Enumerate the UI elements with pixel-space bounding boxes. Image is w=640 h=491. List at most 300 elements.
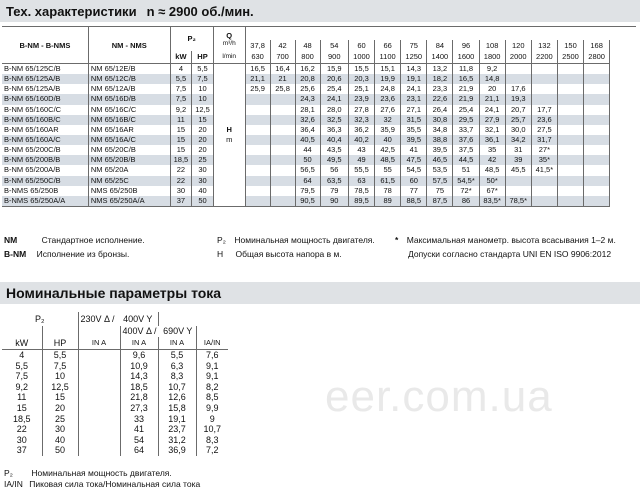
head-value xyxy=(557,94,583,104)
note-nm xyxy=(4,235,145,245)
cur-col-p2: P₂ xyxy=(2,312,78,326)
current-row xyxy=(2,445,228,456)
cur-note-ratio-key: IA/IN xyxy=(4,479,23,489)
head-value xyxy=(505,186,531,196)
head-value: 53,5 xyxy=(427,165,453,175)
specs-title: Тех. характеристики xyxy=(6,3,137,19)
cur-kw: 5,5 xyxy=(2,361,42,372)
head-value xyxy=(557,125,583,135)
head-value: 44 xyxy=(295,145,320,155)
head-value: 54,5* xyxy=(453,176,479,186)
head-value: 40,5 xyxy=(295,135,320,145)
head-value: 36,4 xyxy=(295,125,320,135)
flow-m3h-7: 84 xyxy=(427,40,453,51)
head-value: 54,5 xyxy=(401,165,427,175)
head-value xyxy=(245,94,270,104)
cur-in-400: 23,7 xyxy=(158,424,196,435)
head-value: 19,9 xyxy=(375,74,401,84)
head-value xyxy=(245,135,270,145)
note-star xyxy=(395,235,616,245)
head-value: 39,5 xyxy=(427,145,453,155)
head-value xyxy=(584,105,610,115)
head-value: 55,5 xyxy=(348,165,374,175)
head-value xyxy=(557,155,583,165)
cur-in-400: 6,3 xyxy=(158,361,196,372)
specs-row xyxy=(2,64,636,75)
head-value xyxy=(245,176,270,186)
power-kw: 22 xyxy=(170,165,192,175)
head-value xyxy=(245,196,270,207)
note-star-key: * xyxy=(395,235,399,245)
model-bnm: B-NMS 65/250B xyxy=(2,186,88,196)
cur-hp: 10 xyxy=(42,371,78,382)
power-kw: 18,5 xyxy=(170,155,192,165)
note-star-text: Максимальная манометр. высота всасывания 1–2 м. xyxy=(406,235,616,245)
head-value: 19,3 xyxy=(505,94,531,104)
cur-hp: 30 xyxy=(42,424,78,435)
head-value: 39,5 xyxy=(401,135,427,145)
cur-in-400: 15,8 xyxy=(158,403,196,414)
head-value: 21,1 xyxy=(245,74,270,84)
head-value: 32,6 xyxy=(295,115,320,125)
flow-m3h-9: 108 xyxy=(479,40,505,51)
model-nm: NM 65/16B/C xyxy=(88,115,170,125)
head-value: 79,5 xyxy=(295,186,320,196)
head-value xyxy=(531,196,557,207)
cur-kw: 37 xyxy=(2,445,42,456)
note-nm-text: Стандартное исполнение. xyxy=(41,235,145,245)
cur-kw: 15 xyxy=(2,403,42,414)
cur-kw: 9,2 xyxy=(2,382,42,393)
note-p2-key: P₂ xyxy=(217,235,226,245)
power-hp: 30 xyxy=(192,165,214,175)
current-row xyxy=(2,424,228,435)
model-bnm: B-NM 65/200B/B xyxy=(2,155,88,165)
head-value xyxy=(584,176,610,186)
cur-in-230: 9,6 xyxy=(120,350,158,361)
head-value: 77 xyxy=(401,186,427,196)
head-value: 35* xyxy=(531,155,557,165)
specs-row xyxy=(2,155,636,165)
head-value xyxy=(584,196,610,207)
head-value xyxy=(584,186,610,196)
head-value: 61,5 xyxy=(375,176,401,186)
head-value: 39 xyxy=(505,155,531,165)
cur-in-400: 36,9 xyxy=(158,445,196,456)
cur-in-230: 27,3 xyxy=(120,403,158,414)
head-value: 42,5 xyxy=(375,145,401,155)
head-value xyxy=(557,165,583,175)
head-value xyxy=(557,84,583,94)
power-kw: 22 xyxy=(170,176,192,186)
head-value: 35,5 xyxy=(401,125,427,135)
head-value: 25,4 xyxy=(320,84,348,94)
head-value: 16,2 xyxy=(295,64,320,75)
head-value xyxy=(584,94,610,104)
head-value xyxy=(270,125,295,135)
specs-table xyxy=(2,26,636,207)
cur-hp: 50 xyxy=(42,445,78,456)
head-value: 20,8 xyxy=(295,74,320,84)
specs-row xyxy=(2,165,636,175)
head-value: 31,5 xyxy=(401,115,427,125)
head-value: 24,1 xyxy=(320,94,348,104)
flow-lmin-13: 2800 xyxy=(584,51,610,64)
cur-col-v690y: 690V Y xyxy=(163,326,193,337)
cur-col-kw: kW xyxy=(2,337,42,350)
head-value xyxy=(270,145,295,155)
power-hp: 50 xyxy=(192,196,214,207)
cur-in-230: 18,5 xyxy=(120,382,158,393)
head-value: 28,0 xyxy=(320,105,348,115)
current-header-bar xyxy=(0,282,640,304)
power-hp: 40 xyxy=(192,186,214,196)
flow-lmin-10: 2000 xyxy=(505,51,531,64)
cur-hp: 25 xyxy=(42,414,78,425)
head-value: 90,5 xyxy=(295,196,320,207)
model-nm: NM 65/16C/C xyxy=(88,105,170,115)
cur-hp: 5,5 xyxy=(42,350,78,361)
cur-voltage-header-2 xyxy=(120,326,196,337)
flow-lmin-5: 1100 xyxy=(375,51,401,64)
h-label: H xyxy=(226,124,232,134)
head-value xyxy=(531,94,557,104)
col-header-kw: kW xyxy=(170,51,192,64)
head-value: 22,6 xyxy=(427,94,453,104)
flow-m3h-10: 120 xyxy=(505,40,531,51)
head-value: 37,6 xyxy=(453,135,479,145)
q-unit-lmin: l/min xyxy=(213,51,245,64)
flow-lmin-8: 1600 xyxy=(453,51,479,64)
head-value: 23,6 xyxy=(531,115,557,125)
head-value: 14,3 xyxy=(401,64,427,75)
head-value: 25,9 xyxy=(245,84,270,94)
model-nm: NM 65/20B/B xyxy=(88,155,170,165)
head-value xyxy=(557,196,583,207)
cur-blank xyxy=(78,350,120,361)
note-bnm-text: Исполнение из бронзы. xyxy=(36,249,130,259)
head-value xyxy=(505,74,531,84)
head-value: 11,8 xyxy=(453,64,479,75)
head-value xyxy=(531,74,557,84)
head-value: 17,7 xyxy=(531,105,557,115)
flow-lmin-6: 1250 xyxy=(401,51,427,64)
head-value xyxy=(531,186,557,196)
power-kw: 9,2 xyxy=(170,105,192,115)
head-value: 38,8 xyxy=(427,135,453,145)
head-value: 88,5 xyxy=(401,196,427,207)
head-value: 21,1 xyxy=(479,94,505,104)
head-value: 36,1 xyxy=(479,135,505,145)
power-kw: 15 xyxy=(170,125,192,135)
cur-col-v400y: 400V Y xyxy=(123,313,153,324)
head-value xyxy=(270,105,295,115)
head-value: 25,4 xyxy=(453,105,479,115)
head-value: 19,1 xyxy=(401,74,427,84)
cur-ratio: 8,3 xyxy=(205,434,219,445)
head-value: 27,8 xyxy=(348,105,374,115)
specs-row xyxy=(2,186,636,196)
flow-lmin-3: 900 xyxy=(320,51,348,64)
cur-blank xyxy=(78,414,120,425)
head-value: 31,7 xyxy=(531,135,557,145)
flow-lmin-12: 2500 xyxy=(557,51,583,64)
head-value: 33,7 xyxy=(453,125,479,135)
cur-ratio: 9,9 xyxy=(205,403,219,414)
flow-lmin-11: 2200 xyxy=(531,51,557,64)
head-value: 23,6 xyxy=(375,94,401,104)
flow-m3h-4: 60 xyxy=(348,40,374,51)
head-value xyxy=(584,145,610,155)
power-hp: 12,5 xyxy=(192,105,214,115)
head-value: 14,8 xyxy=(479,74,505,84)
head-value: 30,8 xyxy=(427,115,453,125)
head-value: 20,6 xyxy=(320,74,348,84)
power-hp: 20 xyxy=(192,145,214,155)
head-value: 78,5 xyxy=(348,186,374,196)
flow-m3h-3: 54 xyxy=(320,40,348,51)
note-h-key: H xyxy=(217,249,224,259)
cur-kw: 30 xyxy=(2,435,42,446)
cur-blank xyxy=(78,424,120,435)
head-value: 55 xyxy=(375,165,401,175)
current-title: Номинальные параметры тока xyxy=(6,285,222,301)
head-value: 16,5 xyxy=(453,74,479,84)
head-value xyxy=(245,186,270,196)
model-bnm: B-NM 65/160AR xyxy=(2,125,88,135)
head-value: 31 xyxy=(505,145,531,155)
model-nm: NM 65/16A/C xyxy=(88,135,170,145)
head-value xyxy=(270,176,295,186)
flow-lmin-2: 800 xyxy=(295,51,320,64)
current-row xyxy=(2,361,228,372)
head-value xyxy=(245,105,270,115)
cur-ratio: 8,5 xyxy=(205,392,219,403)
flow-m3h-1: 42 xyxy=(270,40,295,51)
cur-ratio: 7,2 xyxy=(205,445,219,456)
cur-blank xyxy=(78,392,120,403)
head-value xyxy=(270,155,295,165)
specs-row xyxy=(2,125,636,135)
model-nm: NMS 65/250B xyxy=(88,186,170,196)
head-value: 25,8 xyxy=(270,84,295,94)
head-value: 40 xyxy=(375,135,401,145)
h-label-cell xyxy=(213,64,245,207)
head-value: 79 xyxy=(320,186,348,196)
head-value: 56,5 xyxy=(295,165,320,175)
model-bnm: B-NM 65/160C/C xyxy=(2,105,88,115)
head-value: 25,7 xyxy=(505,115,531,125)
power-hp: 5,5 xyxy=(192,64,214,75)
note-nm-key: NM xyxy=(4,235,18,245)
head-value xyxy=(531,176,557,186)
cur-ratio: 7,6 xyxy=(205,350,219,361)
power-hp: 25 xyxy=(192,155,214,165)
head-value: 27* xyxy=(531,145,557,155)
cur-hp: 40 xyxy=(42,435,78,446)
head-value: 15,9 xyxy=(320,64,348,75)
head-value: 37,5 xyxy=(453,145,479,155)
head-value xyxy=(584,84,610,94)
head-value: 16,5 xyxy=(245,64,270,75)
power-kw: 30 xyxy=(170,186,192,196)
power-hp: 10 xyxy=(192,84,214,94)
head-value: 20 xyxy=(479,84,505,94)
power-hp: 10 xyxy=(192,94,214,104)
cur-in-400: 19,1 xyxy=(158,414,196,425)
head-value: 43,5 xyxy=(320,145,348,155)
current-row xyxy=(2,371,228,382)
head-value: 78 xyxy=(375,186,401,196)
cur-in-230: 10,9 xyxy=(120,361,158,372)
note-p2 xyxy=(217,235,375,245)
head-value xyxy=(584,125,610,135)
head-value: 89 xyxy=(375,196,401,207)
head-value xyxy=(584,155,610,165)
cur-col-ina-3: IN A xyxy=(158,337,196,350)
cur-in-400: 12,6 xyxy=(158,392,196,403)
head-value: 34,2 xyxy=(505,135,531,145)
cur-in-230: 64 xyxy=(120,445,158,456)
cur-blank xyxy=(78,361,120,372)
cur-in-400: 8,3 xyxy=(158,371,196,382)
power-kw: 15 xyxy=(170,135,192,145)
flow-lmin-4: 1000 xyxy=(348,51,374,64)
head-value: 32 xyxy=(375,115,401,125)
head-value: 17,6 xyxy=(505,84,531,94)
head-value: 48,5 xyxy=(479,165,505,175)
model-bnm: B-NM 65/200A/B xyxy=(2,165,88,175)
cur-ratio: 10,7 xyxy=(203,424,222,435)
cur-kw: 22 xyxy=(2,424,42,435)
cur-blank xyxy=(78,382,120,393)
cur-in-230: 54 xyxy=(120,435,158,446)
head-value xyxy=(557,74,583,84)
head-value xyxy=(270,186,295,196)
model-nm: NM 65/25C xyxy=(88,176,170,186)
model-bnm: B-NM 65/160D/B xyxy=(2,94,88,104)
head-value: 15,5 xyxy=(348,64,374,75)
head-value: 34,8 xyxy=(427,125,453,135)
head-value xyxy=(245,145,270,155)
specs-header-bar xyxy=(0,0,640,22)
col-header-hp: HP xyxy=(192,51,214,64)
model-nm: NM 65/12C/B xyxy=(88,74,170,84)
cur-blank xyxy=(78,435,120,446)
head-value xyxy=(557,176,583,186)
specs-row xyxy=(2,115,636,125)
head-value: 78,5* xyxy=(505,196,531,207)
head-value: 24,8 xyxy=(375,84,401,94)
model-nm: NM 65/12E/B xyxy=(88,64,170,75)
head-value: 20,7 xyxy=(505,105,531,115)
cur-col-hp: HP xyxy=(42,337,78,350)
cur-note-p2-key: P₂ xyxy=(4,468,13,478)
cur-ratio: 9,1 xyxy=(205,371,219,382)
cur-note-ratio xyxy=(4,479,200,489)
model-bnm: B-NM 65/125A/B xyxy=(2,84,88,94)
current-row xyxy=(2,382,228,393)
head-value: 63,5 xyxy=(320,176,348,186)
head-value: 47,5 xyxy=(401,155,427,165)
head-value: 64 xyxy=(295,176,320,186)
head-value xyxy=(270,115,295,125)
head-value: 13,2 xyxy=(427,64,453,75)
head-value xyxy=(270,165,295,175)
cur-note-p2 xyxy=(4,468,172,478)
cur-blank xyxy=(78,445,120,456)
cur-col-v400d: 400V Δ / xyxy=(122,326,157,337)
head-value xyxy=(270,196,295,207)
head-value: 25,1 xyxy=(348,84,374,94)
head-value xyxy=(557,135,583,145)
model-nm: NM 65/12A/B xyxy=(88,84,170,94)
head-value: 90 xyxy=(320,196,348,207)
head-value: 56 xyxy=(320,165,348,175)
cur-kw: 7,5 xyxy=(2,371,42,382)
cur-kw: 18,5 xyxy=(2,414,42,425)
head-value xyxy=(584,165,610,175)
model-bnm: B-NM 65/200C/B xyxy=(2,145,88,155)
head-value: 9,2 xyxy=(479,64,505,75)
head-value: 32,1 xyxy=(479,125,505,135)
specs-row xyxy=(2,176,636,186)
head-value: 45,5 xyxy=(505,165,531,175)
head-value: 44,5 xyxy=(453,155,479,165)
head-value: 15,1 xyxy=(375,64,401,75)
head-value xyxy=(505,176,531,186)
head-value: 41 xyxy=(401,145,427,155)
power-hp: 20 xyxy=(192,125,214,135)
head-value xyxy=(245,125,270,135)
head-value: 29,5 xyxy=(453,115,479,125)
flow-lmin-9: 1800 xyxy=(479,51,505,64)
head-value: 50 xyxy=(295,155,320,165)
head-value: 67* xyxy=(479,186,505,196)
cur-ratio: 9,1 xyxy=(205,360,219,371)
q-unit-m3h: m³/h xyxy=(222,39,236,47)
head-value: 24,1 xyxy=(401,84,427,94)
head-value: 27,6 xyxy=(375,105,401,115)
head-value: 75 xyxy=(427,186,453,196)
head-value: 51 xyxy=(453,165,479,175)
power-hp: 15 xyxy=(192,115,214,125)
cur-hp: 12,5 xyxy=(42,382,78,393)
cur-kw: 11 xyxy=(2,392,42,403)
flow-m3h-2: 48 xyxy=(295,40,320,51)
flow-lmin-0: 630 xyxy=(245,51,270,64)
head-value: 35 xyxy=(479,145,505,155)
specs-row xyxy=(2,145,636,155)
head-value: 60 xyxy=(401,176,427,186)
cur-in-400: 31,2 xyxy=(158,435,196,446)
head-value: 30,0 xyxy=(505,125,531,135)
cur-header-spacer xyxy=(158,312,228,326)
head-value: 21,9 xyxy=(453,84,479,94)
q-header xyxy=(213,27,245,51)
head-value: 49,5 xyxy=(320,155,348,165)
head-value: 35,9 xyxy=(375,125,401,135)
head-value: 23,9 xyxy=(348,94,374,104)
head-value: 27,5 xyxy=(531,125,557,135)
head-value: 48,5 xyxy=(375,155,401,165)
power-kw: 7,5 xyxy=(170,94,192,104)
note-p2-text: Номинальная мощность двигателя. xyxy=(234,235,375,245)
head-value xyxy=(245,155,270,165)
head-value: 18,2 xyxy=(427,74,453,84)
power-kw: 37 xyxy=(170,196,192,207)
cur-in-230: 41 xyxy=(120,424,158,435)
